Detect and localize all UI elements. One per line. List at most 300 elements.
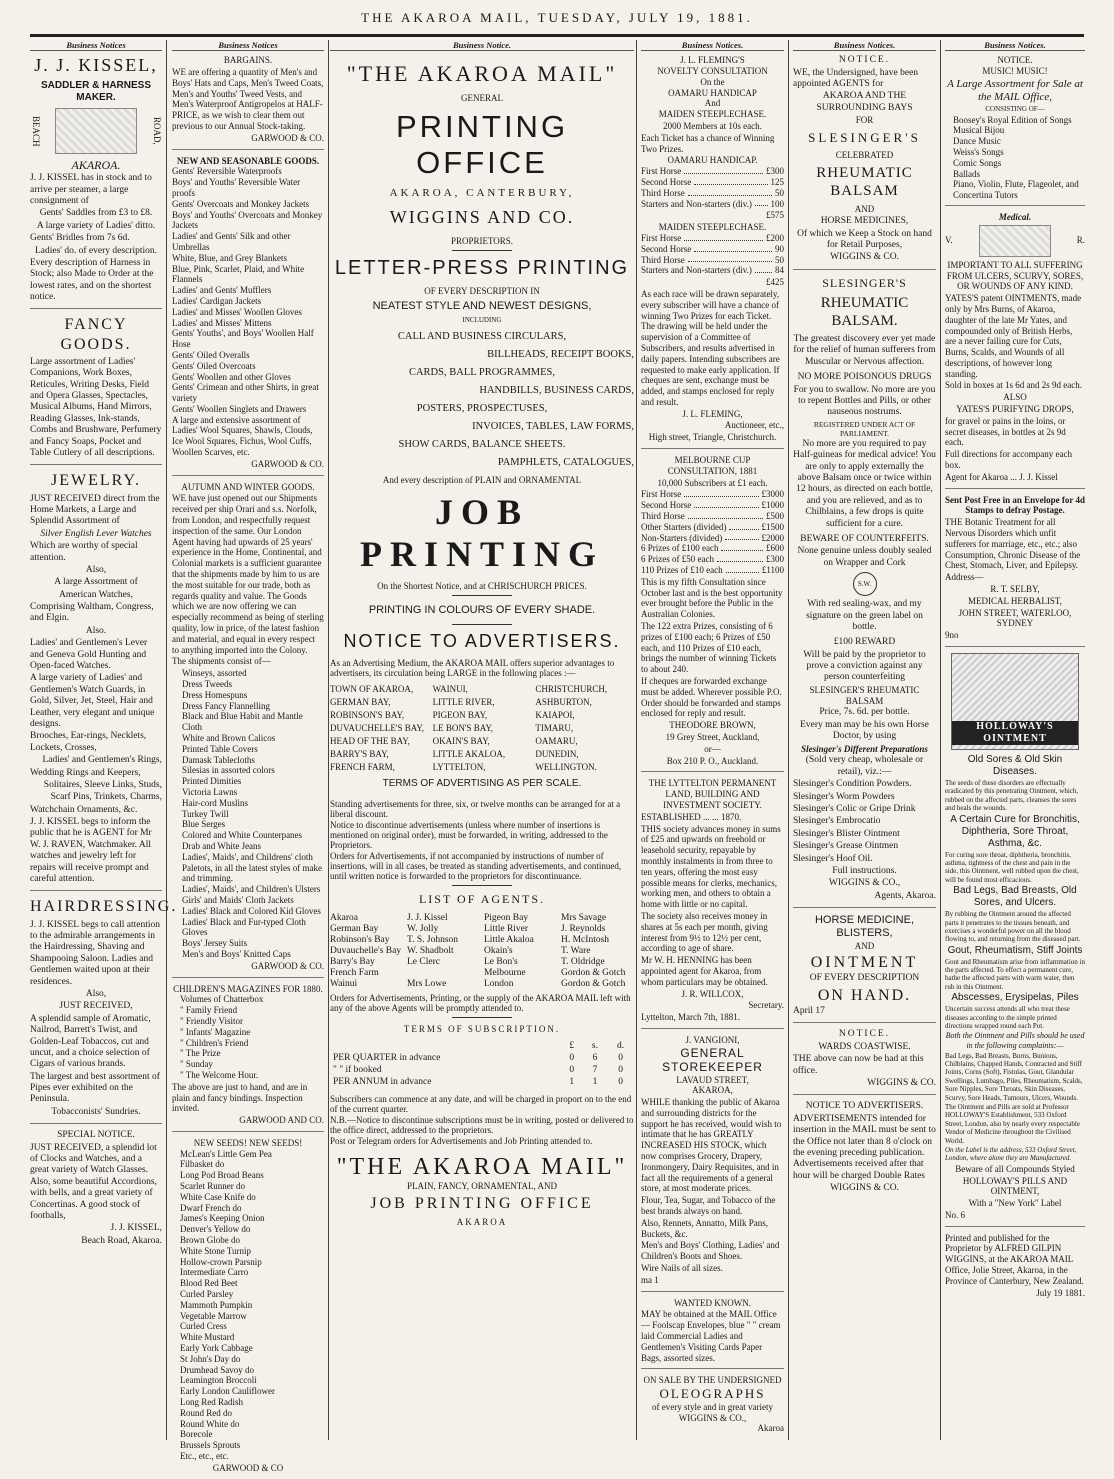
circulation-place: ASHBURTON,	[535, 697, 592, 707]
lyttelton-society-ad	[641, 778, 784, 1029]
fleming-chance: Each Ticket has a chance of Winning Two Prizes.	[641, 132, 775, 154]
melb-title: MELBOURNE CUP CONSULTATION, 1881	[667, 455, 758, 476]
notice-adv-text: ADVERTISEMENTS intended for insertion in the MAIL must be sent to the Office not later than 8 o'clock on the evening preceding publication. Advertisements received after that hour will be charged Double Rates	[793, 1113, 936, 1181]
divider	[452, 885, 512, 886]
swallow-text: For you to swallow. No more are you to repent Bottles and Pills, or other nauseous nostrums.	[793, 384, 936, 418]
circulation-place: KAIAPOI,	[535, 710, 575, 720]
kissel-name: J. J. KISSEL,	[34, 55, 158, 76]
column-divider	[166, 40, 167, 1440]
proprietors-label: PROPRIETORS.	[450, 236, 514, 246]
jewelry-text: American Watches,	[59, 589, 133, 600]
jewelry-text: Watchchain Ornaments, &c.	[30, 804, 138, 815]
shortest-notice: On the Shortest Notice, and at CHRISCHURCH PRICES.	[377, 581, 587, 591]
vangioni-name: J. VANGIONI,	[685, 1034, 740, 1045]
notice-adv-sign: WIGGINS & CO.	[830, 1183, 899, 1194]
masthead: THE AKAROA MAIL, TUESDAY, JULY 19, 1881.	[361, 10, 753, 25]
printing-product: INVOICES, TABLES, LAW FORMS,	[472, 421, 634, 432]
subscription-header-row	[330, 1040, 634, 1052]
wards-coastwise-ad	[793, 1029, 936, 1095]
celebrated: CELEBRATED	[835, 149, 894, 160]
agent-cell: Gordon & Gotch	[561, 968, 626, 978]
dot-leader	[726, 565, 759, 573]
notice-region: AKAROA AND THE SURROUNDING BAYS	[816, 91, 913, 113]
fleming-role: Auctioneer, etc.,	[724, 420, 784, 431]
agent-cell: Robinson's Bay	[330, 935, 390, 945]
saddle-illustration	[55, 108, 137, 154]
botanic-text: THE Botanic Treatment for all Nervous Disorders which unfit sufferers for marriage, etc., etc.; also Consumption, Chronic Disease of the Chest, Stomach, Liver, and Epilepsy.	[945, 517, 1081, 571]
sores-title: Old Sores & Old Skin Diseases.	[967, 754, 1063, 778]
vangioni-paragraph: WHILE thanking the public of Akaroa and surrounding districts for the support he has received, would wish to intimate that he has GREATLY INCREASED HIS STOCK, which now comprises Grocery, Drapery, Ironmongery, Dairy Requisites, and in fact all the requirements of a general store, at most moderate prices.	[641, 1097, 782, 1194]
circulation-place: CHRISTCHURCH,	[535, 684, 608, 694]
maiden-prizes	[641, 233, 784, 276]
legs-text: By rubbing the Ointment around the affected parts it penetrates to the tissues beneath, and exercises a wonderful power on all the blood flowing to, and returning from the diseased part.	[945, 910, 1081, 944]
hair-text: The largest and best assortment of Pipes ever exhibited on the Peninsula.	[30, 1071, 160, 1105]
dot-leader	[688, 255, 772, 263]
post-free: Sent Post Free in an Envelope for 4d Stamps to defray Postage.	[945, 494, 1085, 516]
agent-cell: Mrs Lowe	[407, 979, 447, 989]
list-item: Leamington Broccoli	[180, 1375, 257, 1386]
wards: WARDS COASTWISE.	[818, 1041, 911, 1052]
jewelry-text: Silver English Lever Watches	[40, 528, 152, 539]
list-item: Ladies' Black and Fur-typed Cloth Gloves	[182, 916, 306, 938]
column-5	[793, 40, 936, 1440]
beware-counterfeits: BEWARE OF COUNTERFEITS.	[800, 533, 929, 544]
oamaru-prizes	[641, 166, 784, 209]
hair-text: J. J. KISSEL begs to call attention to the admirable arrangements in the Hairdressing, Shaving and Shampooing Saloon. Ladies and Gentlemen waited upon at their residences.	[30, 919, 160, 987]
prize-row	[641, 533, 784, 544]
subscription-amount: 0	[569, 1065, 575, 1075]
list-item: Curled Cress	[180, 1321, 227, 1332]
seeds-title: NEW SEEDS! NEW SEEDS!	[193, 1137, 303, 1148]
oamaru-total: £575	[766, 210, 784, 221]
apply-text: No more are you required to pay Half-guineas for medical advice! You are only to apply externally the above Balsam once or twice within 12 hours, as directed on each bottle, and you are relieved, and as to Chilblains, a few drops is quite sufficient for a cure.	[793, 438, 936, 529]
dot-leader	[694, 244, 772, 252]
printing-product: POSTERS, PROSPECTUSES,	[416, 403, 548, 414]
list-item: Borecole	[180, 1429, 213, 1440]
prize-label: Second Horse	[641, 500, 692, 511]
fleming-text: As each race will be drawn separately, every subscriber will have a chance of winning Two Prizes for each Ticket. The drawing will be held under the supervision of a Committee of Subscribers, and results advertised in daily papers. Intending subscribers are requested to make early application. If cheques are sent, exchange must be added, and stamps enclosed for reply and result.	[641, 288, 780, 407]
terms-heading: TERMS OF ADVERTISING AS PER SCALE.	[382, 778, 582, 789]
fleming-consultation-ad	[641, 55, 784, 449]
holloway-ad	[945, 653, 1085, 1227]
kissel-side-left: BEACH	[30, 115, 41, 147]
special-loc: Beach Road, Akaroa.	[81, 1235, 162, 1246]
column-6	[945, 40, 1085, 1440]
list-item: Gents' Woollen Singlets and Drawers	[172, 403, 307, 414]
oleo-sign: WIGGINS & CO.,	[678, 1412, 747, 1423]
subscription-amount: 1	[569, 1077, 575, 1087]
melb-subs: 10,000 Subscribers at £1 each.	[657, 477, 768, 488]
list-item: Drumhead Savoy do	[180, 1364, 254, 1375]
wanted-title: WANTED KNOWN.	[674, 1297, 751, 1308]
list-item: Silesias in assorted colors	[182, 765, 275, 776]
list-item: Gents' Youths', and Boys' Woollen Half Hose	[172, 328, 314, 350]
prize-label: Third Horse	[641, 511, 685, 522]
slesinger-agents-ad	[793, 55, 936, 270]
list-item: Blue, Pink, Scarlet, Plaid, and White Flannels	[172, 263, 305, 285]
melb-paragraph: This is my fifth Consultation since October last and is the best opportunity ever brought before the Public in the Australian Colonies.	[641, 576, 783, 620]
lyttelton-role: Secretary.	[748, 1000, 784, 1011]
subscription-text	[330, 1094, 634, 1146]
and-label: AND	[854, 204, 875, 215]
music-intro: A Large Assortment for Sale at the MAIL Office,	[947, 77, 1083, 103]
bronch-text: For curing sore throat, diphtheria, bronchitis, asthma, tightness of the chest and pain in the side, this Ointment, well rubbed upon the chest, will be found most efficacious.	[945, 850, 1079, 884]
vr-left: V.	[945, 235, 953, 246]
jewelry-text: Ladies' and Gentlemen's Lever and Geneva Gold Hunting and Open-faced Watches.	[30, 638, 148, 672]
prize-row	[641, 511, 784, 522]
agent-cell: Okain's	[484, 946, 513, 956]
subscription-amount: 0	[618, 1065, 623, 1075]
genuine-text: None genuine unless doubly sealed on Wrapper and Cork	[797, 546, 932, 568]
subscription-amount: 0	[569, 1053, 575, 1063]
vangioni-title: GENERAL STOREKEEPER	[662, 1045, 763, 1075]
list-item: " Sunday	[180, 1059, 213, 1070]
list-item: Boys' and Youths' Overcoats and Monkey Jackets	[172, 209, 323, 231]
list-item: Ladies' and Gents' Silk and other Umbrellas	[172, 231, 291, 252]
agent-cell: Mrs Savage	[561, 913, 607, 923]
list-item: Brussels Sprouts	[180, 1440, 241, 1451]
jewelry-ad	[30, 471, 162, 891]
jewelry-text: Which are worthy of special attention.	[30, 541, 138, 563]
list-item: Turkey Twill	[182, 808, 229, 819]
prize-amount: £600	[766, 543, 784, 554]
column-divider	[636, 40, 637, 1440]
subs-head: £	[569, 1041, 575, 1051]
seeds-list	[172, 1149, 324, 1462]
yates-price: Sold in boxes at 1s 6d and 2s 9d each.	[945, 380, 1082, 391]
hair-text: Tobacconists' Sundries.	[51, 1106, 141, 1117]
consisting: CONSISTING OF—	[985, 105, 1045, 114]
horse-medicine-ad	[793, 914, 936, 1023]
circulation-place: DUVAUCHELLE'S BAY,	[330, 723, 424, 733]
fleming-head: J. L. FLEMING'S	[680, 55, 745, 66]
vr-right: R.	[1076, 235, 1085, 246]
agent-cell: Pigeon Bay	[484, 913, 529, 923]
preparation-item: Slesinger's Colic or Gripe Drink	[793, 803, 916, 814]
agent-cell: Le Bon's	[484, 957, 518, 967]
printing-product: HANDBILLS, BUSINESS CARDS,	[479, 385, 634, 396]
kissel-town: AKAROA.	[71, 157, 121, 172]
jewelry-title: JEWELRY.	[51, 472, 141, 490]
printing-product: SHOW CARDS, BALANCE SHEETS.	[398, 439, 566, 450]
list-item: Drab and White Jeans	[182, 840, 262, 851]
doctor-text: Every man may be his own Horse Doctor, by using	[800, 719, 929, 742]
kissel-text: Ladies' do. of every description.	[34, 245, 157, 256]
list-item: Etc., etc., etc.	[180, 1451, 229, 1461]
music-list	[945, 115, 1085, 201]
dot-leader	[755, 265, 772, 273]
maiden-title: MAIDEN STEEPLECHASE.	[658, 222, 767, 233]
prize-label: First Horse	[641, 489, 682, 500]
agent-cell: T. S. Johnson	[407, 935, 459, 945]
kissel-side-right: ROAD,	[152, 116, 162, 145]
melb-addr: or—	[704, 743, 721, 754]
column-header: Business Notice.	[330, 40, 634, 51]
jewelry-text: A large variety of Ladies' and Gentlemen's Watch Guards, in Gold, Silver, Jet, Steel, Hair and Leather, very elegant and unique designs.	[30, 673, 155, 729]
subscription-period: PER QUARTER in advance	[333, 1053, 441, 1063]
jewelry-text: JUST RECEIVED direct from the Home Markets, a Large and Splendid Assortment of	[30, 493, 160, 527]
bottom-mail-title: "THE AKAROA MAIL"	[336, 1154, 628, 1180]
agent-cell: Barry's Bay	[330, 957, 375, 967]
subscription-paragraph: Subscribers can commence at any date, and will be charged in proport on to the end of the current quarter.	[330, 1094, 632, 1114]
circulation-place: DUNEDIN,	[535, 749, 579, 759]
registered: REGISTERED UNDER ACT OF PARLIAMENT.	[813, 419, 916, 438]
list-item: Boys' and Youths' Reversible Water proofs	[172, 177, 301, 198]
prize-row	[641, 244, 784, 255]
jewelry-text: Comprising Waltham, Congress, and Elgin.	[30, 602, 154, 624]
prize-row	[641, 166, 784, 177]
list-item: Long Pod Broad Beans	[180, 1170, 264, 1181]
maiden-total: £425	[766, 277, 784, 288]
job-printing-heading: JOB PRINTING	[359, 492, 605, 574]
autumn-sign: GARWOOD & CO.	[251, 960, 324, 971]
prize-amount: 90	[775, 243, 784, 254]
reward-text: Will be paid by the proprietor to prove a conviction against any person counterfeiting	[803, 649, 926, 683]
notice-adv-title: NOTICE TO ADVERTISERS.	[805, 1101, 924, 1112]
both-title: Both the Ointment and Pills should be used in the following complaints:—	[945, 1031, 1085, 1051]
prize-row	[641, 565, 784, 576]
gout-title: Gout, Rheumatism, Stiff Joints	[947, 944, 1083, 956]
prize-amount: £1000	[761, 500, 784, 511]
wiggins-sign: WIGGINS & CO.	[830, 252, 899, 263]
melb-text	[641, 577, 784, 719]
terms-text	[330, 799, 634, 881]
prize-row	[641, 177, 784, 188]
circulation-place: PIGEON BAY,	[432, 710, 488, 720]
yates-text: YATES'S patent OINTMENTS, made only by Mrs Burns, of Akaroa, daughter of the late Mr Yates, and compounded only of British Herbs, are a never failing cure for Cuts, Burns, Scalds, and Wounds of all descriptions, of however long standing.	[945, 293, 1082, 379]
notice2-title: NOTICE.	[838, 1029, 891, 1040]
list-item: " Friendly Visitor	[180, 1015, 243, 1026]
list-item: Winseys, assorted	[182, 668, 247, 679]
autumn-goods-list	[172, 668, 324, 960]
wards-text: THE above can now be had at this office.	[793, 1054, 924, 1076]
hair-text: A splendid sample of Aromatic, Nailrod, Barrett's Twist, and Golden-Leaf Tobaccos, cut and uncut, and a choice selection of Cigars of various brands.	[30, 1013, 151, 1070]
bargains-text: WE are offering a quantity of Men's and Boys' Hats and Caps, Men's Tweed Coats, Men's and Youths' Tweed Vests, and Men's Waterproof Antigropelos at HALF-PRICE, as we wish to clear them out previous to our Annual Stock-taking.	[172, 66, 324, 131]
terms-paragraph: Standing advertisements for three, six, or twelve months can be arranged for at a liberal discount.	[330, 799, 621, 819]
kissel-text: Gents' Saddles from £3 to £8.	[39, 208, 153, 219]
agent-line: Agent for Akaroa ... J. J. Kissel	[945, 471, 1058, 482]
fleming-sign: J. L. FLEMING,	[682, 408, 743, 419]
prize-amount: £500	[766, 511, 784, 522]
prize-amount: 125	[770, 176, 784, 187]
lyttelton-est: ESTABLISHED ... ... 1870.	[641, 811, 742, 822]
selby-ad	[945, 495, 1085, 647]
jewelry-text: Wedding Rings and Keepers,	[30, 767, 141, 778]
circulation-place: OAMARU,	[535, 736, 578, 746]
fancy-title: FANCY GOODS.	[60, 316, 132, 353]
list-item: Curled Parsley	[180, 1289, 234, 1300]
subscription-row	[330, 1064, 634, 1076]
price-text: Price, 7s. 6d. per bottle.	[819, 707, 910, 718]
agents-text: Orders for Advertisements, Printing, or the supply of the AKAROA MAIL left with any of the above Agents will be promptly attended to.	[330, 993, 631, 1013]
dot-leader	[729, 522, 758, 530]
list-item: Gents' Reversible Waterproofs	[172, 166, 282, 177]
list-item: A large and extensive assortment of Ladies' Wool Squares, Shawls, Clouds, Ice Wool Squares, Fichus, Wool Cuffs, Woollen Scarves, etc.	[172, 414, 313, 458]
new-york-label: With a "New York" Label	[968, 1198, 1062, 1209]
dot-leader	[755, 199, 768, 207]
list-item: Vegetable Marrow	[180, 1310, 247, 1321]
dot-leader	[688, 188, 772, 196]
complaints-text: Bad Legs, Bad Breasts, Burns, Bunions, Chilblains, Chapped Hands, Contracted and Stiff Joints, Corns (Soft), Fistulas, Gout, Glandular Swellings, Lumbago, Piles, Rheumatism, Scalds, Sore Nipples, Sore Throats, Skin Diseases, Scurvy, Sore Heads, Tumours, Ulcers, Wounds.	[945, 1051, 1083, 1102]
center-column	[330, 40, 634, 1440]
prize-label: Other Starters (divided)	[641, 521, 727, 532]
dot-leader	[684, 166, 763, 174]
imprint-date: July 19 1881.	[1036, 1287, 1085, 1298]
list-item: Denver's Yellow do	[180, 1224, 251, 1235]
mail-title: "THE AKAROA MAIL"	[346, 61, 618, 86]
directions: Full directions for accompany each box.	[945, 449, 1072, 471]
prize-amount: £3000	[761, 489, 784, 500]
jewelry-text: Solitaires, Sleeve Links, Studs,	[43, 779, 162, 790]
colours-line: PRINTING IN COLOURS OF EVERY SHADE.	[368, 604, 596, 616]
april-date: April 17	[793, 1006, 825, 1017]
kissel-saddler-ad	[30, 55, 162, 309]
letterpress-heading: LETTER-PRESS PRINTING	[334, 257, 630, 279]
list-item: Dress Homespuns	[182, 689, 248, 700]
circulation-place: LITTLE RIVER,	[432, 697, 495, 707]
notice-text: WE, the Undersigned, have been appointed AGENTS for	[793, 67, 919, 89]
prize-amount: £300	[766, 166, 784, 177]
wanted-text: MAY be obtained at the MAIL Office— Foolscap Envelopes, blue " " cream laid Commercial Ladies and Gentlemen's Visiting Cards Paper Bags, assorted sizes.	[641, 1309, 781, 1363]
agent-cell: T. Oldridge	[561, 957, 605, 967]
list-item: Dance Music	[953, 136, 1001, 147]
prize-amount: £2000	[761, 532, 784, 543]
prize-label: Starters and Non-starters (div.)	[641, 265, 752, 276]
general-label: GENERAL	[461, 93, 503, 103]
fleming-sub: And	[704, 98, 721, 109]
divider	[452, 595, 512, 596]
printing-products-list	[330, 331, 634, 468]
prize-row	[641, 489, 784, 500]
list-item: Ladies', Maids', and Children's Ulsters	[182, 884, 321, 895]
list-item: " The Prize	[180, 1048, 221, 1059]
autumn-goods-ad	[172, 482, 324, 978]
new-seeds-ad	[172, 1138, 324, 1479]
slesinger-name: SLESINGER'S	[808, 129, 921, 145]
autumn-list-intro: The shipments consist of—	[172, 656, 271, 667]
preparation-item: Slesinger's Embrocatio	[793, 816, 881, 827]
lyttelton-sign: J. R. WILLCOX,	[681, 988, 744, 999]
special-sign: J. J. KISSEL,	[110, 1223, 162, 1234]
yates-ad	[945, 223, 1085, 489]
list-item: Ladies' Cardigan Jackets	[172, 295, 262, 306]
circulation-place: LITTLE AKALOA,	[432, 749, 506, 759]
list-item: " Infants' Magazine	[180, 1026, 251, 1037]
list-item: Damask Tablecloths	[182, 754, 255, 765]
hair-text: JUST RECEIVED,	[59, 1001, 133, 1012]
prize-row	[641, 543, 784, 554]
wanted-known-ad	[641, 1298, 784, 1370]
rheumatic-balsam: RHEUMATIC BALSAM	[816, 165, 913, 200]
subscription-amount: 7	[592, 1065, 598, 1075]
prize-amount: £200	[766, 232, 784, 243]
prize-label: Third Horse	[641, 187, 685, 198]
special-title: SPECIAL NOTICE.	[57, 1130, 135, 1141]
vangioni-paragraph: Also, Rennets, Annatto, Milk Pans, Buckets, &c.	[641, 1217, 769, 1239]
ointment-heading: OINTMENT	[810, 954, 919, 972]
bottom-location: AKAROA	[456, 1217, 508, 1227]
circulation-place: WELLINGTON.	[535, 762, 597, 772]
circulation-place: FRENCH FARM,	[330, 762, 395, 772]
agent-cell: Melbourne	[484, 968, 526, 978]
prize-label: First Horse	[641, 232, 682, 243]
prize-amount: 50	[775, 187, 784, 198]
preparation-item: Slesinger's Condition Powders.	[793, 779, 912, 790]
list-item: Blood Red Beet	[180, 1278, 238, 1289]
vangioni-paragraph: Men's and Boys' Clothing, Ladies' and Children's Boots and Shoes.	[641, 1240, 780, 1262]
agent-cell: T. Ware	[561, 946, 591, 956]
column-header: Business Notices	[30, 40, 162, 51]
agent-cell: German Bay	[330, 924, 379, 934]
list-item: Brown Globe do	[180, 1235, 240, 1246]
list-item: White Mustard	[180, 1332, 235, 1343]
bottom-job-office: JOB PRINTING OFFICE	[370, 1195, 594, 1212]
prize-amount: £1100	[761, 565, 784, 576]
prize-label: 6 Prizes of £50 each	[641, 554, 714, 565]
subscription-amount: 0	[618, 1053, 623, 1063]
preparation-item: Slesinger's Worm Powders	[793, 791, 895, 802]
prize-row	[641, 255, 784, 266]
prize-label: Third Horse	[641, 254, 685, 265]
preparation-item: Slesinger's Blister Ointment	[793, 828, 900, 839]
kissel-text: J. J. KISSEL has in stock and to arrive per steamer, a large consignment of	[30, 173, 152, 206]
diff-prep: Slesinger's Different Preparations	[801, 743, 928, 754]
kissel-emblem-row	[30, 104, 162, 158]
kissel-text: Every description of Harness in Stock; also Made to Order at the lowest rates, and on the shortest notice.	[30, 257, 154, 303]
prize-row	[641, 199, 784, 210]
list-item: Printed Table Covers	[182, 743, 258, 754]
list-item: Blue Serges	[182, 819, 226, 830]
list-item: Hollow-crown Parsnip	[180, 1256, 262, 1267]
terms-paragraph: Orders for Advertisements, if not accompanied by instructions of number of insertions, will in all cases, be treated as standing advertisements, and continued, until written notice is forwarded to the proprietors for discontinuance.	[330, 851, 622, 881]
list-item: Boys' Jersey Suits	[182, 938, 248, 949]
notice-title: NOTICE.	[838, 55, 891, 66]
children-title: CHILDREN'S MAGAZINES FOR 1880.	[173, 983, 323, 994]
list-item: Dress Fancy Flannelling	[182, 700, 270, 711]
agent-cell: Wainui	[330, 979, 358, 989]
seal-icon: S.W.	[853, 572, 877, 596]
special-notice-ad	[30, 1130, 162, 1252]
ad-number: No. 6	[945, 1209, 965, 1220]
lyttelton-date: Lyttelton, March 7th, 1881.	[641, 1012, 740, 1023]
stock-text: Of which we Keep a Stock on hand for Retail Purposes,	[797, 228, 932, 250]
address-label: Address—	[945, 572, 984, 583]
dot-leader	[717, 554, 763, 562]
jewelry-text: Scarf Pins, Trinkets, Charms,	[50, 792, 162, 803]
and-label: AND	[854, 941, 875, 952]
kissel-text: A large variety of Ladies' ditto.	[36, 220, 156, 231]
subscription-period: PER ANNUM in advance	[333, 1077, 432, 1087]
list-item: Ladies' and Misses' Mittens	[172, 317, 272, 328]
lyttelton-paragraph: The society also receives money in shares at 5s each per month, giving interest from 9½ to 12½ per cent, according to age of share.	[641, 910, 768, 954]
melb-addr: 19 Grey Street, Auckland,	[665, 732, 760, 742]
oleo-sub: of every style and in great variety	[652, 1401, 773, 1412]
prize-row	[641, 500, 784, 511]
lyttelton-text	[641, 824, 784, 988]
prize-label: Second Horse	[641, 243, 692, 254]
hairdressing-ad	[30, 897, 178, 1124]
dot-leader	[684, 489, 758, 497]
jewelry-text: Ladies' and Gentlemen's Rings,	[42, 755, 162, 766]
prize-label: 6 Prizes of £100 each	[641, 543, 719, 554]
list-item: Gents' Overcoats and Monkey Jackets	[172, 198, 310, 209]
important-text: IMPORTANT TO ALL SUFFERING FROM ULCERS, SCURVY, SORES, OR WOUNDS OF ANY KIND.	[946, 259, 1084, 292]
prize-label: First Horse	[641, 166, 682, 177]
fancy-text: Large assortment of Ladies' Companions, Work Boxes, Reticules, Writing Desks, Field and Opera Glasses, Spectacles, Musical Albums, Hand Mirrors, Reading Glasses, Ink-stands, Combs and Brushware, Perfumery and Fancy Soaps, Pocket and Table Cutlery of all descriptions.	[30, 356, 162, 458]
children-text: The above are just to hand, and are in plain and fancy bindings. Inspection invited.	[172, 1081, 308, 1114]
dot-leader	[721, 543, 763, 551]
list-item: White, Blue, and Grey Blankets	[172, 252, 287, 263]
